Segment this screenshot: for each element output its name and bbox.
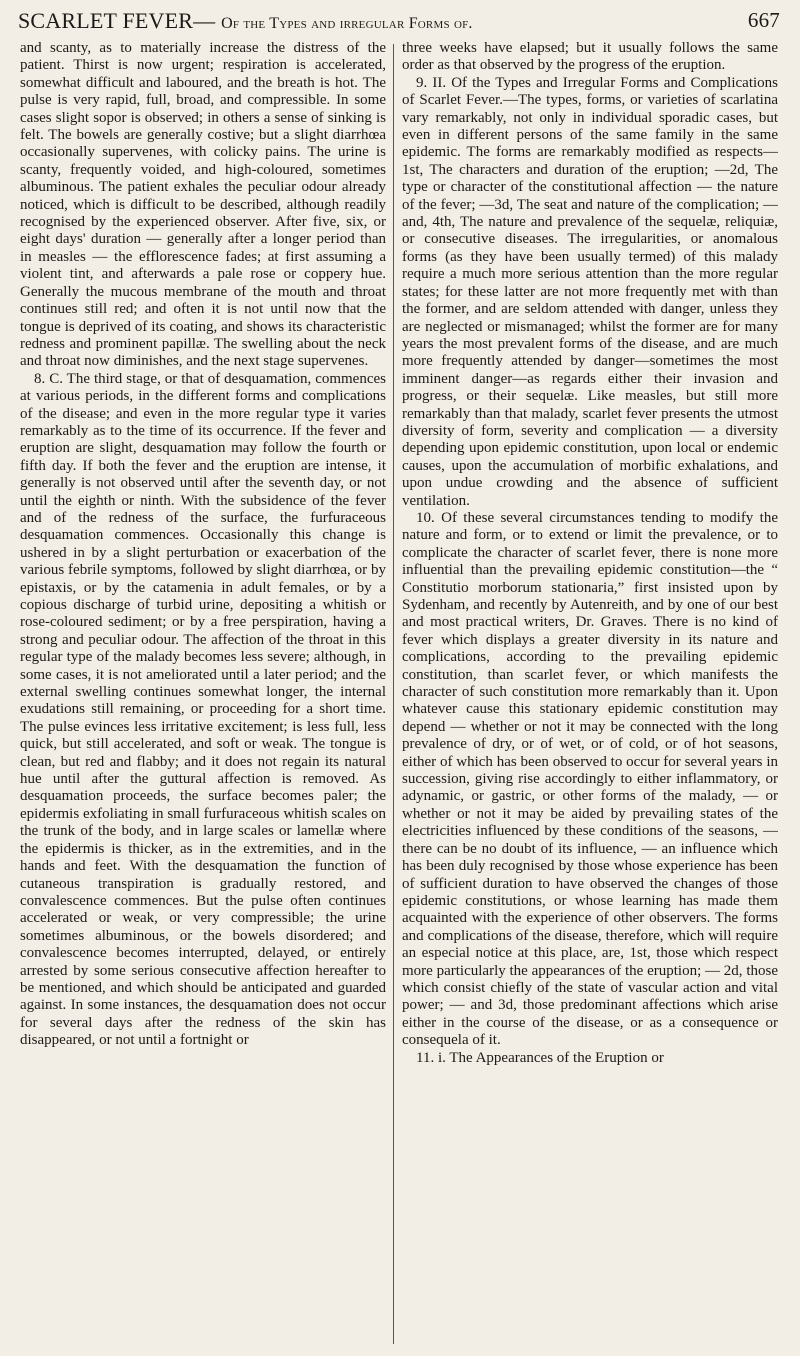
running-head-title-main: SCARLET FEVER— bbox=[18, 8, 216, 33]
paragraph-left-2: 8. C. The third stage, or that of desquamation, commences at various periods, in the different forms and complications of the disease; and even in the more regular type it varies remarkably as to the time of its occurrence. If the fever and eruption are slight, desquamation may follow the fourth or fifth day. If both the fever and the eruption are intense, it generally is not observed until after the seventh day, or not until the eighth or ninth. With the subsidence of the fever and of the redness of the surface, the furfuraceous desquamation commences. Occasionally this change is ushered in by a slight perturbation or exacerbation of the various febrile symptoms, followed by slight diarrhœa, or by epistaxis, or by the catamenia in adult females, or by a copious discharge of turbid urine, depositing a whitish or rose-coloured sediment; or by a free perspiration, having a strong and peculiar odour. The affection of the throat in this regular type of the malady becomes less severe; although, in some cases, it is not ameliorated until a later period; and the external swelling continues somewhat longer, the internal exudations still remaining, or proceeding for a short time. The pulse evinces less irritative excitement; is less full, less quick, but still accelerated, and soft or weak. The tongue is clean, but red and flabby; and it does not regain its natural hue until after the guttural affection is removed. As desquamation proceeds, the surface becomes paler; the epidermis exfoliating in small furfuraceous whitish scales on the trunk of the body, and in large scales or lamellæ where the epidermis is thicker, as in the extremities, and in the hands and feet. With the desquamation the function of cutaneous transpiration is gradually restored, and convalescence commences. But the pulse often continues accelerated or weak, or very compressible; the urine sometimes albuminous, or the bowels disordered; and convalescence becomes interrupted, delayed, or entirely arrested by some serious consecutive affection hereafter to be mentioned, and which should be anticipated and guarded against. In some instances, the desquamation does not occur for several days after the redness of the skin has disappeared, or not until a fortnight or bbox=[20, 370, 386, 1049]
column-divider bbox=[393, 44, 394, 1344]
right-column bbox=[402, 40, 778, 1350]
running-head bbox=[18, 8, 782, 38]
paragraph-right-4: 11. i. The Appearances of the Eruption or bbox=[416, 1049, 664, 1066]
running-head-title-sub: Of the Types and irregular Forms of. bbox=[221, 15, 473, 32]
paragraph-right-3: 10. Of these several circumstances tending to modify the nature and form, or to extend or limit the prevalence, or to complicate the character of scarlet fever, there is none more influential than the prevailing epidemic constitution—the “ Constitutio morborum stationaria,” first insisted upon by Sydenham, and recently by Autenreith, and by one of our best and most practical writers, Dr. Graves. There is no kind of fever which displays a greater diversity in its nature and complications, according to the prevailing epidemic constitution, than scarlet fever, or which manifests the character of such constitution more remarkably than it. Upon whatever cause this stationary epidemic constitution may depend — whether or not it may be connected with the long prevalence of dry, or of wet, or of cold, or of hot seasons, either of which has been observed to occur for several years in succession, giving rise accordingly to either inflammatory, or adynamic, or gastric, or other forms of the malady, — or whether or not it may be aided by prevailing states of the electricities influenced by these conditions of the seasons, — there can be no doubt of its influence, — an influence which has been duly recognised by those whose experience has been of sufficient duration to have observed the changes of those epidemic constitutions, or whose learning has made them acquainted with the experience of other observers. The forms and complications of the disease, therefore, which will require an especial notice at this place, are, 1st, those which respect more particularly the appearances of the eruption; — 2d, those which consist chiefly of the state of vascular action and vital power; — and 3d, those predominant affections which arise either in the course of the disease, or as a consequence or consequela of it. bbox=[402, 509, 778, 1049]
page-number: 667 bbox=[747, 8, 780, 32]
left-column bbox=[20, 40, 386, 1350]
paragraph-left-1: and scanty, as to materially increase the distress of the patient. Thirst is now urgent; respiration is accelerated, somewhat difficult and laboured, and the breath is hot. The pulse is very rapid, full, broad, and compressible. In some cases slight sopor is observed; in others a sense of sinking is felt. The bowels are generally costive; but a slight diarrhœa occasionally supervenes, with colicky pains. The urine is scanty, frequently voided, and high-coloured, sometimes albuminous. The patient exhales the peculiar odour already noticed, which is difficult to be described, although readily recognised by the experienced observer. After five, six, or eight days' duration — generally after a longer period than in measles — the efflorescence fades; at first assuming a violent tint, and afterwards a pale rose or coppery hue. Generally the mucous membrane of the mouth and throat continues still red; and often it is not until now that the tongue is deprived of its coating, and shows its characteristic redness and prominent papillæ. The swelling about the neck and throat now diminishes, and the next stage supervenes. bbox=[20, 40, 386, 370]
paragraph-right-1: three weeks have elapsed; but it usually follows the same order as that observed by the progress of the eruption. bbox=[402, 40, 778, 74]
running-head-title bbox=[18, 8, 473, 34]
paragraph-right-2: 9. II. Of the Types and Irregular Forms and Complications of Scarlet Fever.—The types, forms, or varieties of scarlatina vary remarkably, not only in individual sporadic cases, but even in different persons of the same family in the same epidemic. The forms are remarkably modified as respects—1st, The characters and duration of the eruption; —2d, The type or character of the constitutional affection — the nature of the fever; —3d, The seat and nature of the complication; — and, 4th, The nature and prevalence of the sequelæ, reliquiæ, or consecutive diseases. The irregularities, or anomalous forms (as they have been usually termed) of this malady require a much more serious attention than the more regular states; for these latter are not more frequently met with than the former, and are seldom attended with danger, unless they are neglected or mismanaged; whilst the former are for many years the most prevalent forms of the disease, and are much more frequently attended by danger—sometimes the most imminent danger—as regards either their invasion and progress, or their sequelæ. Like measles, but still more remarkably than that malady, scarlet fever presents the utmost diversity of form, severity and complication — a diversity depending upon epidemic constitution, upon local or endemic causes, upon the accumulation of morbific exhalations, and upon undue crowding and the absence of sufficient ventilation. bbox=[402, 74, 778, 509]
